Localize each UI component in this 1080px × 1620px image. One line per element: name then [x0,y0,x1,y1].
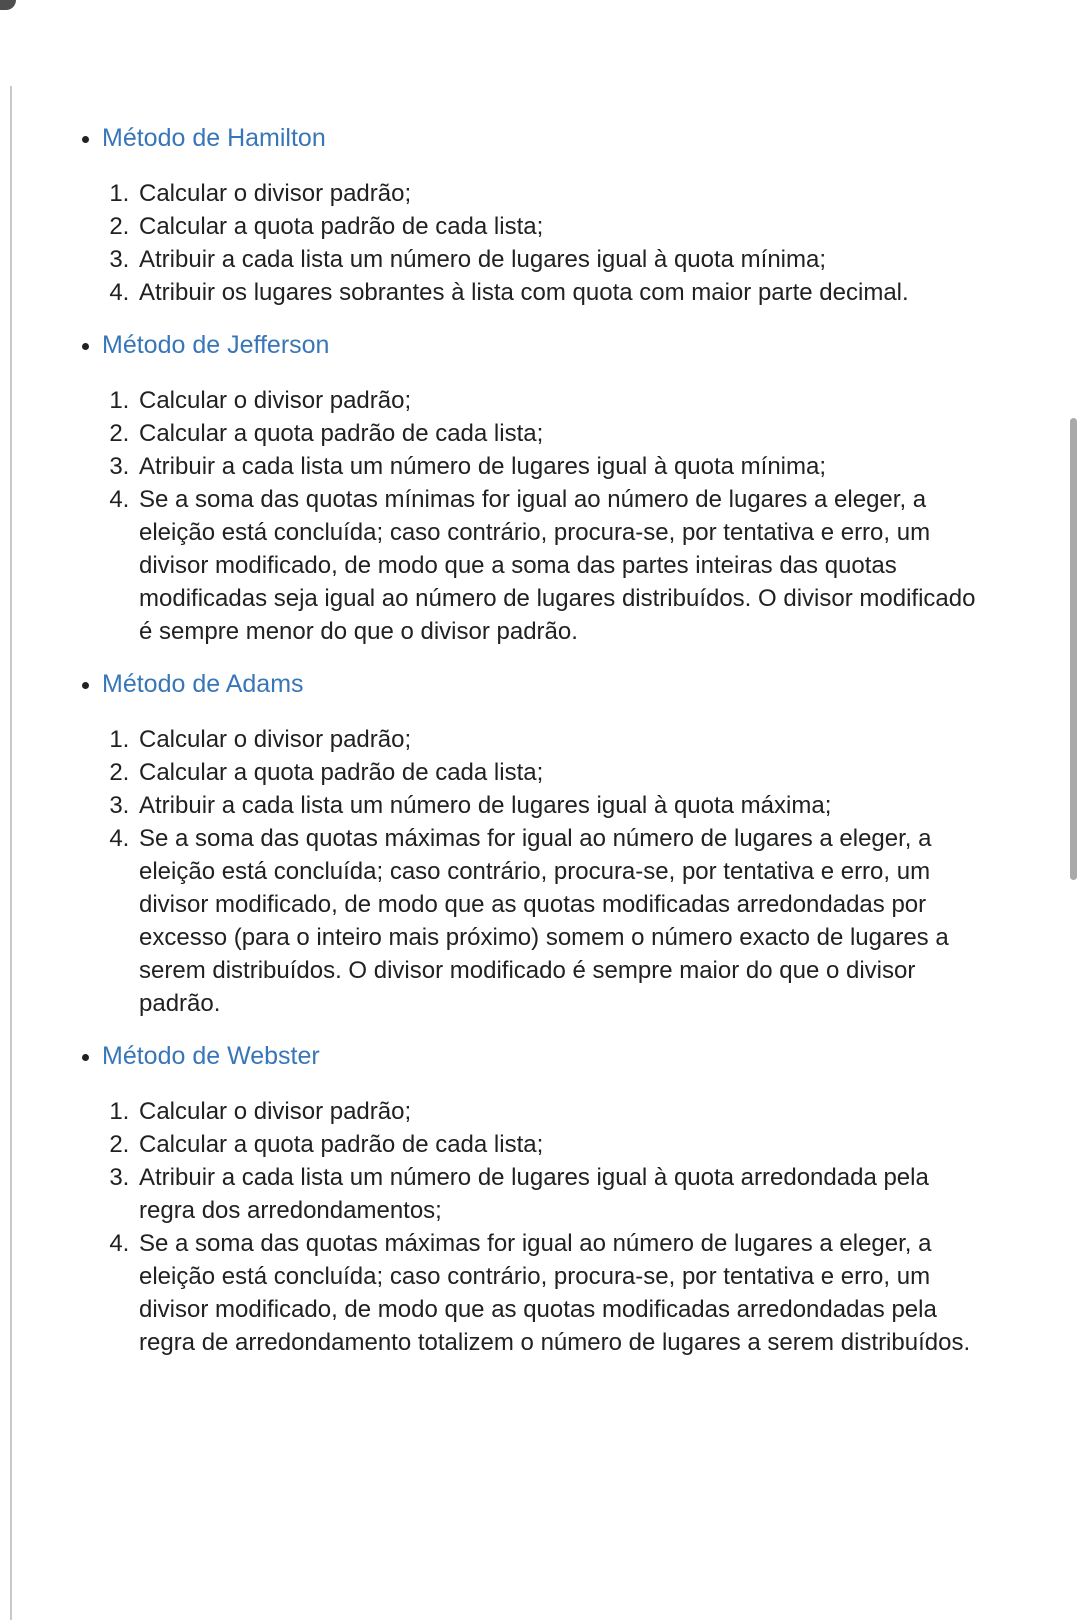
method-link[interactable]: Método de Webster [102,1042,320,1070]
method-step: 3. Atribuir a cada lista um número de lugares igual à quota mínima; [136,243,982,276]
corner-artifact [0,0,16,10]
method-step: 2. Calcular a quota padrão de cada lista; [136,756,982,789]
method-step: 2. Calcular a quota padrão de cada lista; [136,210,982,243]
method-step: 4. Atribuir os lugares sobrantes à lista com quota com maior parte decimal. [136,276,982,309]
method-step: 1. Calcular o divisor padrão; [136,384,982,417]
method-section [102,1040,982,1359]
method-steps [102,384,982,648]
method-step: 3. Atribuir a cada lista um número de lugares igual à quota máxima; [136,789,982,822]
method-step: 4. Se a soma das quotas máximas for igual ao número de lugares a eleger, a eleição está concluída; caso contrário, procura-se, por tentativa e erro, um divisor modificado, de modo que as quotas modificadas arredondadas pela regra de arredondamento totalizem o número de lugares a serem distribuídos. [136,1227,982,1359]
scrollbar-thumb[interactable] [1070,418,1077,880]
method-link[interactable]: Método de Jefferson [102,331,330,359]
method-step: 1. Calcular o divisor padrão; [136,723,982,756]
method-step: 4. Se a soma das quotas mínimas for igual ao número de lugares a eleger, a eleição está concluída; caso contrário, procura-se, por tentativa e erro, um divisor modificado, de modo que a soma das partes inteiras das quotas modificadas seja igual ao número de lugares distribuídos. O divisor modificado é sempre menor do que o divisor padrão. [136,483,982,648]
method-steps [102,1095,982,1359]
method-link[interactable]: Método de Adams [102,670,304,698]
page-left-border [10,86,12,1620]
method-step: 3. Atribuir a cada lista um número de lugares igual à quota mínima; [136,450,982,483]
method-steps [102,177,982,309]
article-content [68,122,982,1379]
method-step: 3. Atribuir a cada lista um número de lugares igual à quota arredondada pela regra dos arredondamentos; [136,1161,982,1227]
method-link[interactable]: Método de Hamilton [102,124,326,152]
method-step: 4. Se a soma das quotas máximas for igual ao número de lugares a eleger, a eleição está concluída; caso contrário, procura-se, por tentativa e erro, um divisor modificado, de modo que as quotas modificadas arredondadas por excesso (para o inteiro mais próximo) somem o número exacto de lugares a serem distribuídos. O divisor modificado é sempre maior do que o divisor padrão. [136,822,982,1020]
methods-list [68,122,982,1359]
method-section [102,668,982,1020]
method-step: 2. Calcular a quota padrão de cada lista; [136,417,982,450]
method-step: 2. Calcular a quota padrão de cada lista; [136,1128,982,1161]
method-section [102,329,982,648]
method-step: 1. Calcular o divisor padrão; [136,177,982,210]
method-step: 1. Calcular o divisor padrão; [136,1095,982,1128]
method-section [102,122,982,309]
method-steps [102,723,982,1020]
